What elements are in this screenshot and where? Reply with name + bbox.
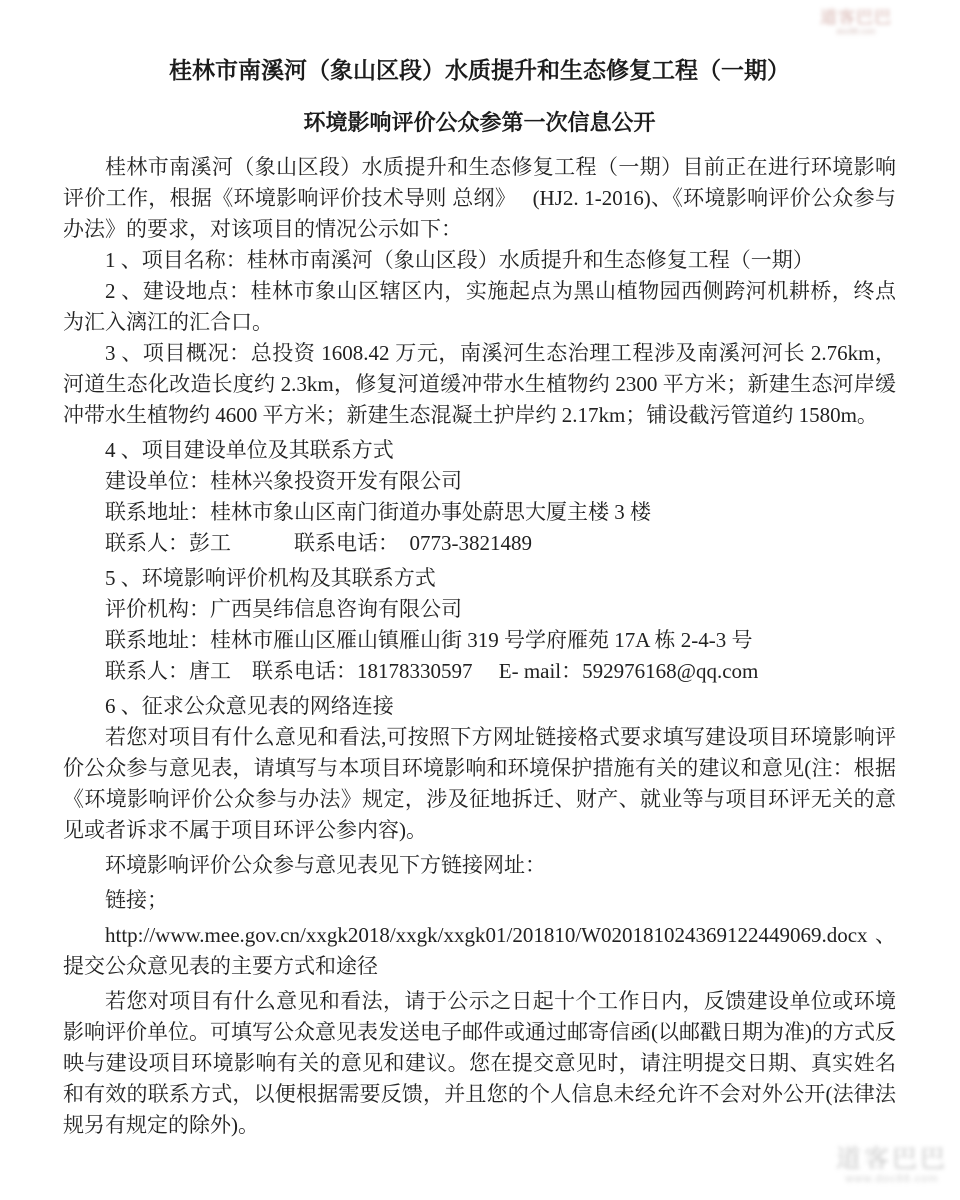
paragraph-item1-project-name: 1 、项目名称：桂林市南溪河（象山区段）水质提升和生态修复工程（一期）	[105, 248, 814, 272]
site-watermark-bottom-right	[836, 1146, 948, 1186]
paragraph-item4-heading: 4 、项目建设单位及其联系方式	[105, 438, 394, 462]
watermark-url-text: www.doc88.com	[845, 1173, 939, 1185]
paragraph-contact-person-2: 联系人：唐工 联系电话：18178330597 E- mail：592976168@qq.com	[105, 659, 759, 683]
watermark-url-text: doc88.com	[836, 27, 876, 36]
paragraph-feedback-instructions: 若您对项目有什么意见和看法,可按照下方网址链接格式要求填写建设项目环境影响评价公众参与意见表，请填写与本项目环境影响和环境保护措施有关的建议和意见(注：根据《环境影响评价公众参与办法》规定，涉及征地拆迁、财产、就业等与项目环评无关的意见或者诉求不属于项目环评公参内容)。	[63, 725, 896, 842]
paragraph-link-label: 链接；	[105, 888, 168, 912]
paragraph-item2-location: 2 、建设地点：桂林市象山区辖区内，实施起点为黑山植物园西侧跨河机耕桥，终点为汇入漓江的汇合口。	[63, 279, 896, 334]
paragraph-item6-heading: 6 、征求公众意见表的网络连接	[105, 694, 394, 718]
paragraph-item3-overview: 3 、项目概况：总投资 1608.42 万元，南溪河生态治理工程涉及南溪河河长 2.76km，河道生态化改造长度约 2.3km，修复河道缓冲带水生植物约 2300 平方米；新建生态河岸缓冲带水生植物约 4600 平方米；新建生态混凝土护岸约 2.17km；铺设截污管道约 1580m。	[63, 341, 896, 427]
document-title-line2: 环境影响评价公众参第一次信息公开	[303, 110, 656, 135]
document-title-line1: 桂林市南溪河（象山区段）水质提升和生态修复工程（一期）	[169, 58, 790, 83]
site-watermark-top-right	[820, 8, 892, 37]
watermark-logo-text: 道客巴巴	[835, 1145, 948, 1173]
paragraph-contact-address-1: 联系地址：桂林市象山区南门街道办事处蔚思大厦主楼 3 楼	[105, 500, 651, 524]
paragraph-construction-unit: 建设单位：桂林兴象投资开发有限公司	[105, 469, 462, 493]
document-content	[63, 56, 896, 1141]
paragraph-contact-address-2: 联系地址：桂林市雁山区雁山镇雁山街 319 号学府雁苑 17A 栋 2-4-3 号	[105, 628, 753, 652]
paragraph-item5-heading: 5 、环境影响评价机构及其联系方式	[105, 566, 436, 590]
paragraph-form-link-note: 环境影响评价公众参与意见表见下方链接网址：	[105, 853, 546, 877]
paragraph-submission-methods: 若您对项目有什么意见和看法，请于公示之日起十个工作日内，反馈建设单位或环境影响评价单位。可填写公众意见表发送电子邮件或通过邮寄信函(以邮戳日期为准)的方式反映与建设项目环境影响有关的意见和建议。您在提交意见时，请注明提交日期、真实姓名和有效的联系方式，以便根据需要反馈，并且您的个人信息未经允许不会对外公开(法律法规另有规定的除外)。	[63, 989, 896, 1137]
watermark-logo-text: 道客巴巴	[820, 8, 892, 27]
paragraph-intro: 桂林市南溪河（象山区段）水质提升和生态修复工程（一期）目前正在进行环境影响评价工作，根据《环境影响评价技术导则 总纲》 (HJ2. 1-2016)、《环境影响评价公众参与办法》的要求，对该项目的情况公示如下：	[63, 155, 896, 241]
paragraph-contact-person-1: 联系人：彭工 联系电话： 0773-3821489	[105, 531, 532, 555]
paragraph-eia-agency: 评价机构：广西昊纬信息咨询有限公司	[105, 597, 462, 621]
paragraph-link-url: http://www.mee.gov.cn/xxgk2018/xxgk/xxgk01/201810/W020181024369122449069.docx 、 提交公众意见表的主要方式和途径	[63, 923, 896, 978]
